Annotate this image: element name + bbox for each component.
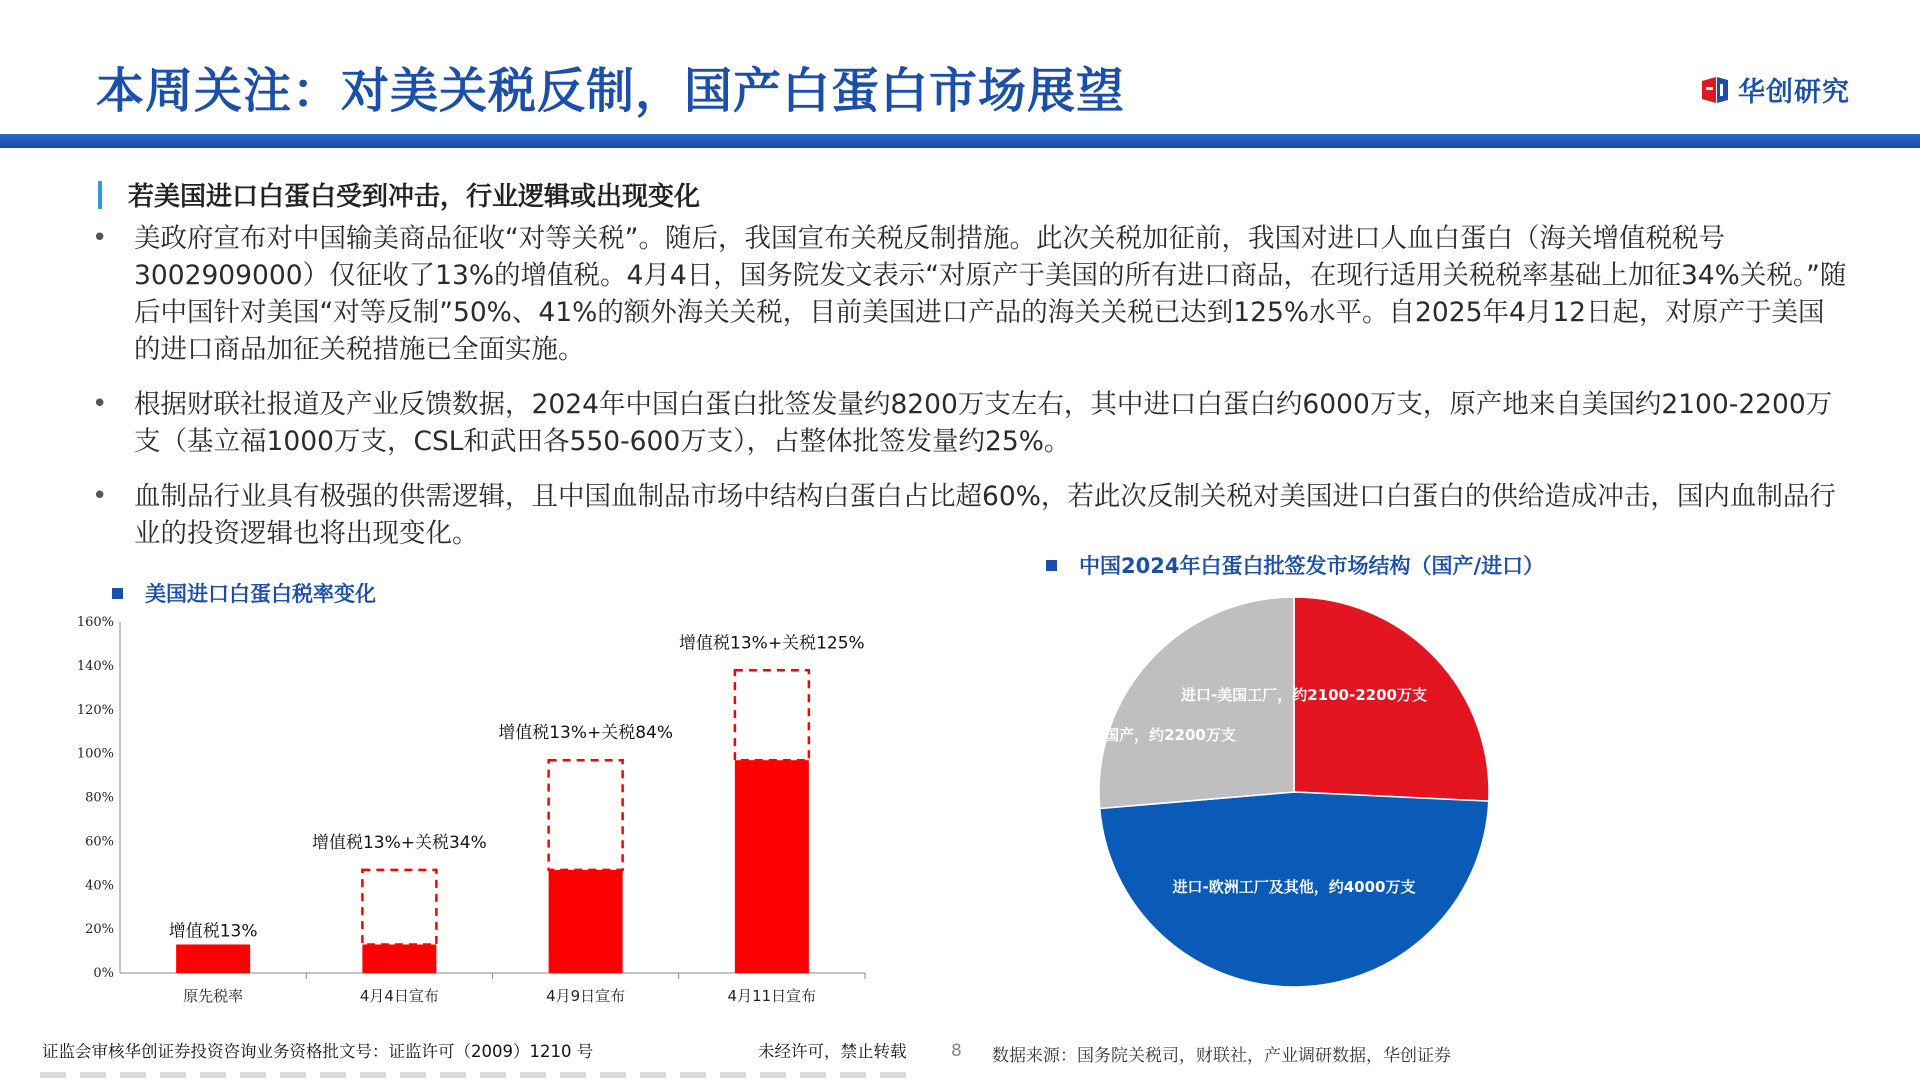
bar-tariff	[549, 760, 623, 870]
bar-annotation: 增值税13%+关税125%	[679, 633, 865, 654]
bar-tariff	[362, 870, 436, 945]
brand-logo	[1700, 70, 1850, 109]
bar-vat	[362, 944, 436, 973]
title-divider-bar	[0, 134, 1920, 148]
y-tick-label: 60%	[85, 834, 114, 850]
data-source: 数据来源：国务院关税司，财联社，产业调研数据，华创证券	[992, 1046, 1451, 1066]
y-tick-label: 120%	[76, 702, 114, 718]
bar-vat	[549, 870, 623, 973]
bar-chart-title: 美国进口白蛋白税率变化	[145, 582, 376, 606]
bar-vat	[735, 760, 809, 973]
x-tick-label: 原先税率	[183, 987, 244, 1005]
bullet-dot-icon: •	[92, 481, 108, 511]
bullet-dot-icon: •	[92, 389, 108, 419]
y-tick-label: 20%	[85, 922, 114, 938]
page-number: 8	[951, 1041, 962, 1061]
pie-chart-label	[1046, 550, 1544, 580]
y-tick-label: 40%	[85, 878, 114, 894]
square-bullet-icon	[112, 588, 123, 599]
bullet-item	[90, 386, 1850, 460]
subheading-text: 若美国进口白蛋白受到冲击，行业逻辑或出现变化	[128, 182, 701, 212]
section-subheading	[98, 176, 700, 213]
x-tick-label: 4月4日宣布	[359, 987, 439, 1005]
bar-tariff	[735, 670, 809, 760]
huachuang-logo-icon	[1700, 75, 1730, 105]
pie-chart-title: 中国2024年白蛋白批签发市场结构（国产/进口）	[1079, 554, 1545, 578]
bullet-list	[90, 220, 1850, 570]
pie-slice-label: 进口-美国工厂，约2100-2200万支	[1181, 686, 1427, 704]
y-tick-label: 100%	[76, 746, 114, 762]
bar-annotation: 增值税13%+关税84%	[498, 723, 674, 744]
logo-text: 华创研究	[1738, 77, 1850, 108]
license-footer: 证监会审核华创证券投资咨询业务资格批文号：证监许可（2009）1210 号	[42, 1042, 594, 1061]
market-structure-pie-chart	[1080, 585, 1510, 1005]
x-tick-label: 4月11日宣布	[727, 987, 817, 1005]
page-title: 本周关注：对美关税反制，国产白蛋白市场展望	[96, 63, 1126, 119]
tariff-bar-chart	[60, 605, 890, 1015]
bar-chart-label	[112, 578, 376, 608]
y-tick-label: 140%	[76, 658, 114, 674]
bullet-item	[90, 478, 1850, 552]
bullet-text: 根据财联社报道及产业反馈数据，2024年中国白蛋白批签发量约8200万支左右，其中进口白蛋白约6000万支，原产地来自美国约2100-2200万支（基立福1000万支，CSL和武田各550-600万支），占整体批签发量约25%。	[134, 389, 1833, 457]
bar-vat	[176, 944, 250, 973]
pie-slice-label: 进口-欧洲工厂及其他，约4000万支	[1172, 878, 1416, 896]
bullet-text: 血制品行业具有极强的供需逻辑，且中国血制品市场中结构白蛋白占比超60%，若此次反制关税对美国进口白蛋白的供给造成冲击，国内血制品行业的投资逻辑也将出现变化。	[134, 481, 1836, 549]
y-tick-label: 0%	[93, 966, 114, 981]
bar-annotation: 增值税13%+关税34%	[311, 832, 487, 853]
subheading-accent-bar	[98, 181, 102, 209]
x-tick-label: 4月9日宣布	[546, 987, 626, 1005]
reprint-notice: 未经许可，禁止转载	[758, 1042, 907, 1061]
square-bullet-icon	[1046, 560, 1057, 571]
pie-slice-label: 国产，约2200万支	[1104, 726, 1236, 744]
bullet-item	[90, 220, 1850, 368]
y-tick-label: 160%	[76, 615, 114, 630]
bar-annotation: 增值税13%	[168, 921, 258, 942]
bullet-text: 美政府宣布对中国输美商品征收“对等关税”。随后，我国宣布关税反制措施。此次关税加征前，我国对进口人血白蛋白（海关增值税税号3002909000）仅征收了13%的增值税。4月4日，国务院发文表示“对原产于美国的所有进口商品，在现行适用关税税率基础上加征34%关税。”随后中国针对美国“对等反制”50%、41%的额外海关关税，目前美国进口产品的海关关税已达到125%水平。自2025年4月12日起，对原产于美国的进口商品加征关税措施已全面实施。	[134, 223, 1847, 365]
cropped-footer-line	[40, 1072, 920, 1078]
bullet-dot-icon: •	[92, 223, 108, 253]
y-tick-label: 80%	[85, 790, 114, 806]
